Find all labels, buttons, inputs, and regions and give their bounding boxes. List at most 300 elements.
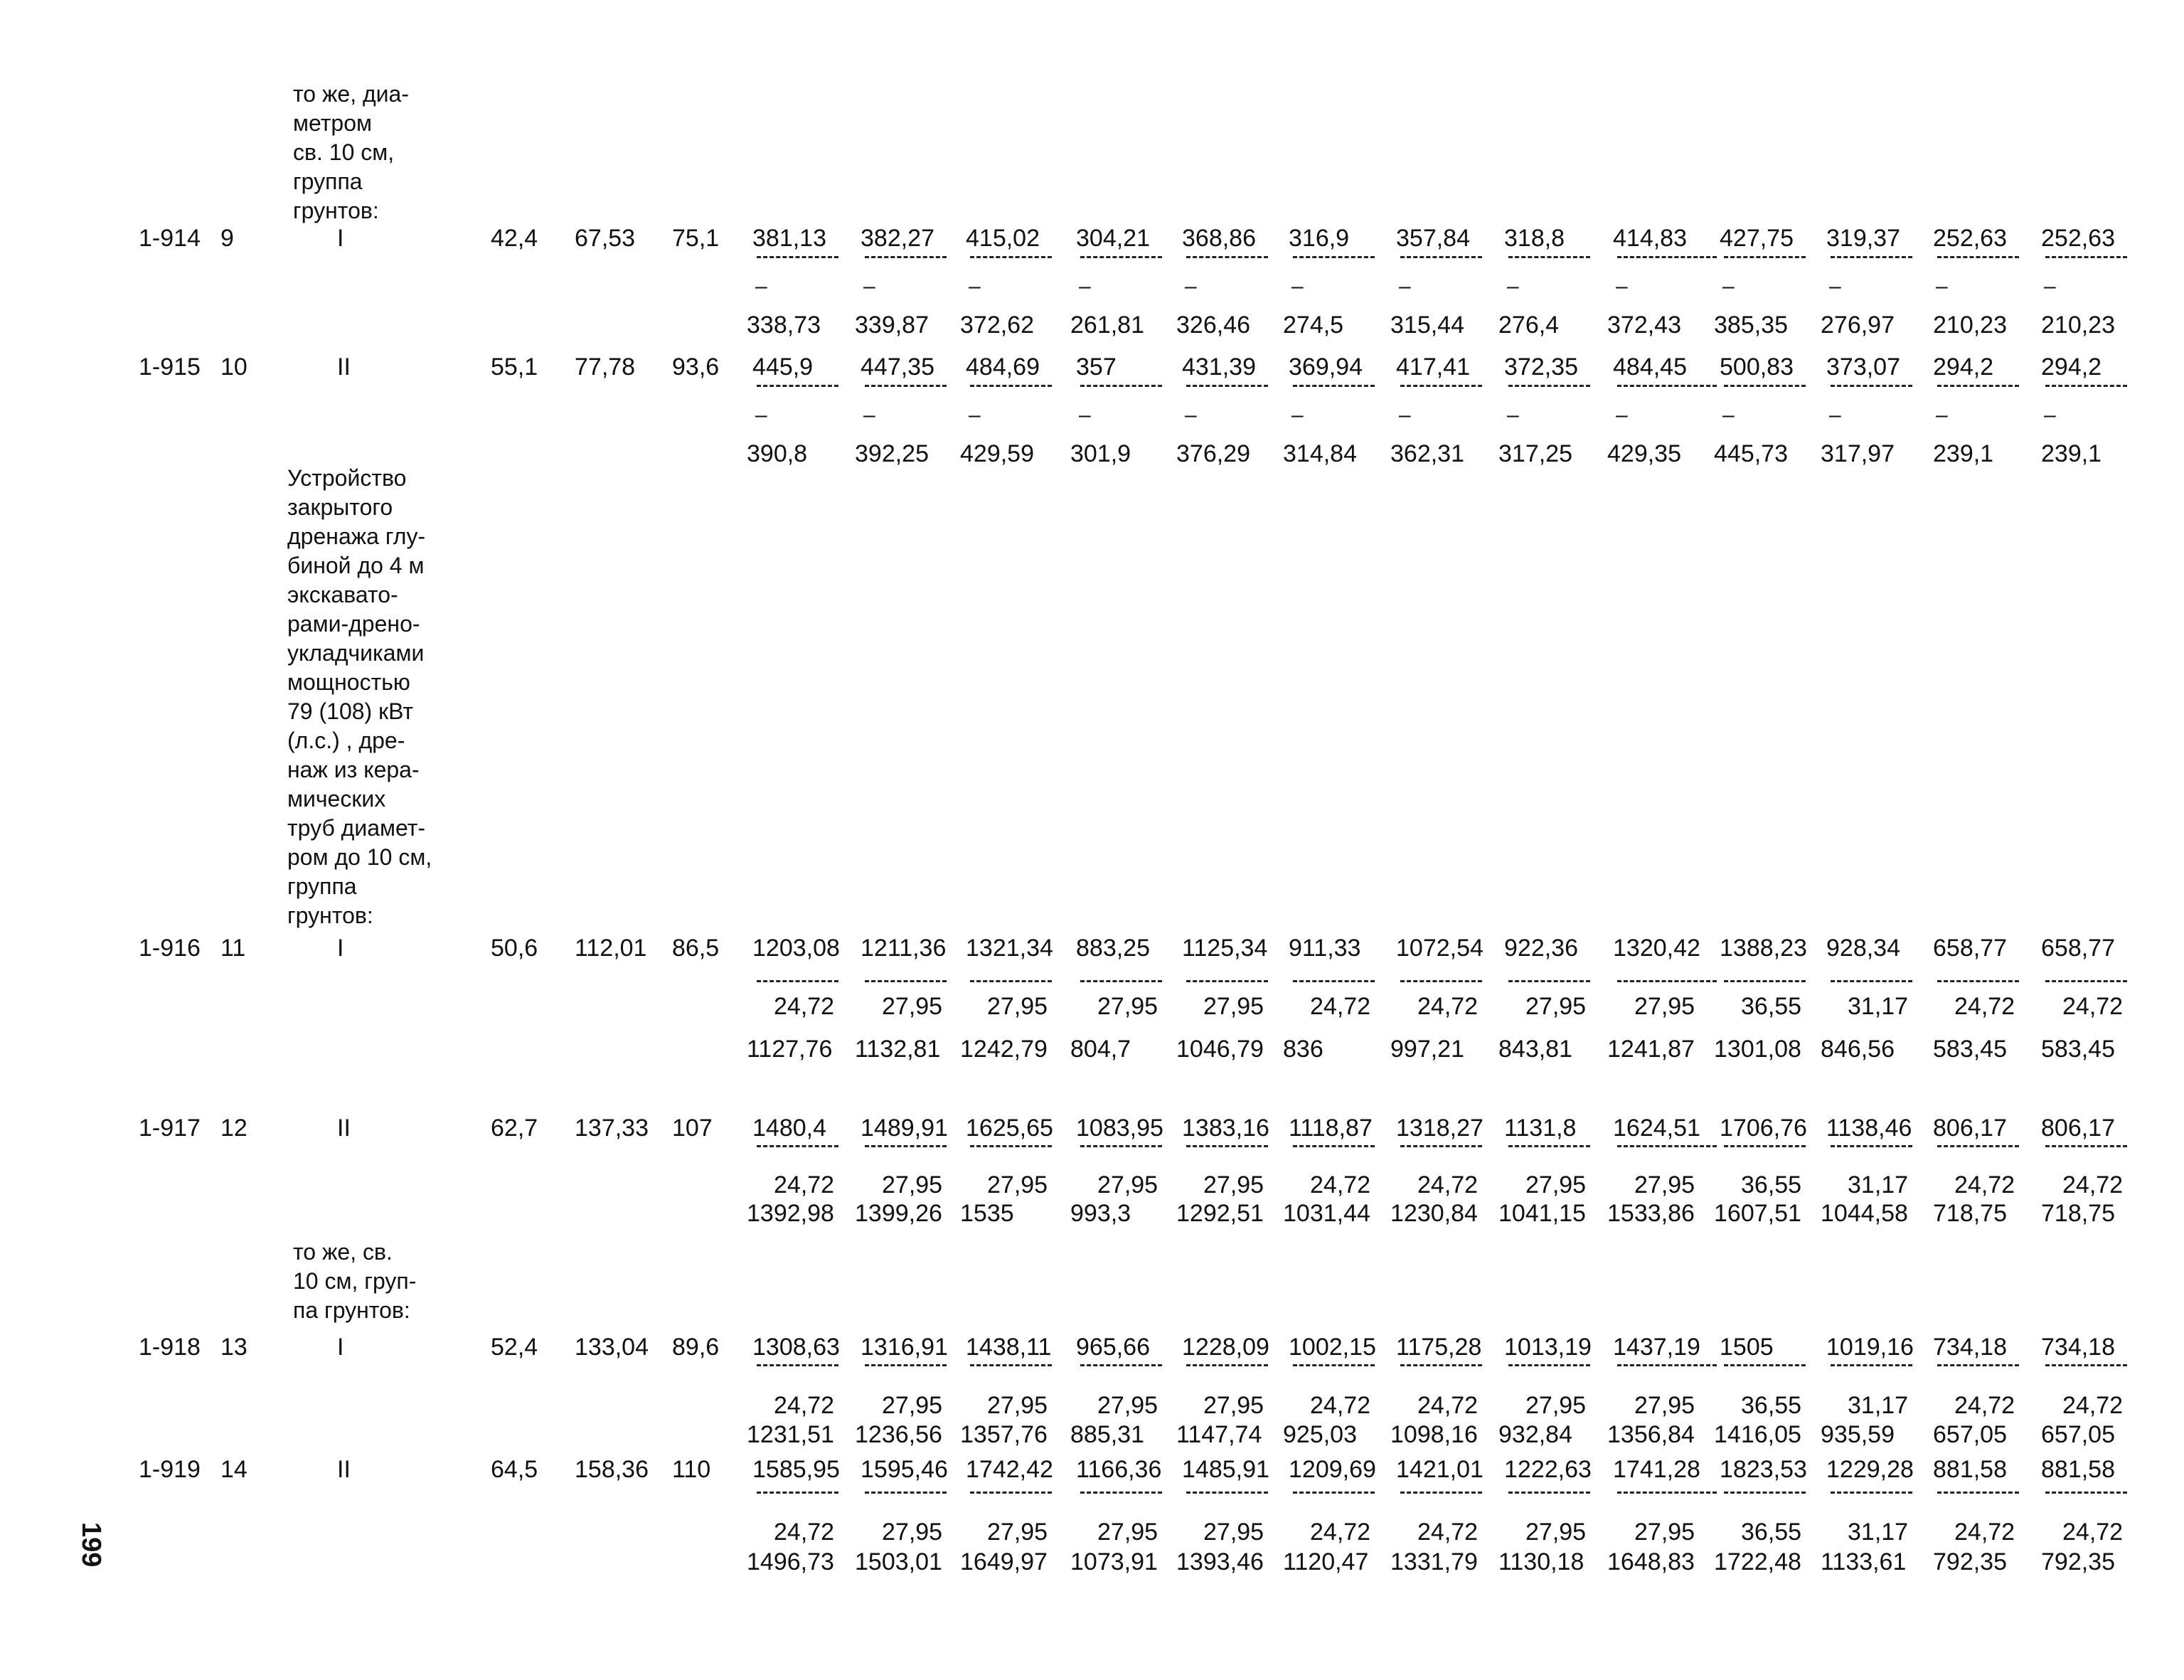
cell-materials: 338,73 xyxy=(747,312,821,339)
cell-c1: 62,7 xyxy=(491,1115,538,1142)
fraction-rule xyxy=(1831,385,1912,387)
cell-materials: 1147,74 xyxy=(1176,1421,1262,1448)
cell-c1: 64,5 xyxy=(491,1456,538,1483)
fraction-rule xyxy=(1508,385,1590,387)
cell-total: 319,37 xyxy=(1826,225,1900,252)
fraction-rule xyxy=(1617,980,1717,982)
cell-total: 1166,36 xyxy=(1076,1456,1162,1483)
cell-materials: 315,44 xyxy=(1390,312,1464,339)
cell-wage: 24,72 xyxy=(2062,1392,2124,1419)
fraction-rule xyxy=(970,1145,1052,1147)
cell-materials: 314,84 xyxy=(1283,440,1357,467)
fraction-rule xyxy=(757,256,838,258)
cell-materials: 792,35 xyxy=(1933,1548,2007,1575)
cell-materials: 1041,15 xyxy=(1498,1200,1586,1227)
cell-materials: 317,25 xyxy=(1498,440,1572,467)
fraction-rule xyxy=(2045,256,2127,258)
cell-c1: 52,4 xyxy=(491,1334,538,1361)
row-number: 12 xyxy=(220,1115,247,1142)
cell-total: 500,83 xyxy=(1720,353,1794,381)
row-code: 1-916 xyxy=(139,935,201,962)
fraction-rule xyxy=(1617,1145,1717,1147)
cell-total: 1321,34 xyxy=(966,935,1053,962)
cell-total: 415,02 xyxy=(966,225,1040,252)
cell-dash: – xyxy=(2044,403,2056,427)
cell-total: 922,36 xyxy=(1504,935,1578,962)
cell-total: 1485,91 xyxy=(1182,1456,1269,1483)
cell-wage: 24,72 xyxy=(1310,1392,1371,1419)
fraction-rule xyxy=(1508,1145,1590,1147)
cell-total: 883,25 xyxy=(1076,935,1150,962)
cell-total: 1388,23 xyxy=(1720,935,1807,962)
fraction-rule xyxy=(1508,980,1590,982)
cell-total: 381,13 xyxy=(752,225,826,252)
cell-dash: – xyxy=(1079,275,1091,298)
cell-wage: 27,95 xyxy=(987,993,1048,1020)
cell-wage: 24,72 xyxy=(1417,993,1479,1020)
fraction-rule xyxy=(865,1145,947,1147)
cell-dash: – xyxy=(1291,275,1304,298)
cell-materials: 932,84 xyxy=(1498,1421,1572,1448)
cell-wage: 36,55 xyxy=(1741,1519,1802,1546)
cell-total: 1229,28 xyxy=(1826,1456,1914,1483)
cell-total: 417,41 xyxy=(1396,353,1470,381)
fraction-rule xyxy=(970,385,1052,387)
cell-total: 252,63 xyxy=(1933,225,2007,252)
cell-materials: 1230,84 xyxy=(1390,1200,1478,1227)
cell-wage: 27,95 xyxy=(1203,1171,1264,1198)
cell-materials: 385,35 xyxy=(1714,312,1788,339)
cell-wage: 24,72 xyxy=(774,1392,835,1419)
cell-c2: 133,04 xyxy=(575,1334,649,1361)
cell-materials: 657,05 xyxy=(1933,1421,2007,1448)
fraction-rule xyxy=(1400,1492,1482,1494)
fraction-rule xyxy=(1937,980,2019,982)
cell-materials: 1399,26 xyxy=(855,1200,942,1227)
cell-total: 1222,63 xyxy=(1504,1456,1592,1483)
fraction-rule xyxy=(1400,256,1482,258)
cell-total: 294,2 xyxy=(1933,353,1994,381)
fraction-rule xyxy=(1080,1364,1162,1366)
cell-wage: 27,95 xyxy=(1203,993,1264,1020)
cell-materials: 885,31 xyxy=(1070,1421,1144,1448)
cell-total: 1118,87 xyxy=(1289,1115,1373,1142)
cell-c3: 86,5 xyxy=(672,935,720,962)
cell-wage: 24,72 xyxy=(1954,993,2015,1020)
cell-c1: 55,1 xyxy=(491,353,538,381)
cell-materials: 1031,44 xyxy=(1283,1200,1370,1227)
cell-total: 1320,42 xyxy=(1613,935,1700,962)
cell-total: 1742,42 xyxy=(966,1456,1053,1483)
fraction-rule xyxy=(1508,1364,1590,1366)
cell-materials: 429,59 xyxy=(960,440,1034,467)
fraction-rule xyxy=(970,1364,1052,1366)
cell-c2: 77,78 xyxy=(575,353,636,381)
cell-c1: 50,6 xyxy=(491,935,538,962)
fraction-rule xyxy=(1186,980,1268,982)
fraction-rule xyxy=(1937,385,2019,387)
soil-group: II xyxy=(337,1456,351,1483)
cell-total: 806,17 xyxy=(2041,1115,2115,1142)
fraction-rule xyxy=(2045,385,2127,387)
cell-dash: – xyxy=(1291,403,1304,427)
fraction-rule xyxy=(1080,385,1162,387)
cell-total: 382,27 xyxy=(861,225,934,252)
cell-dash: – xyxy=(2044,275,2056,298)
cell-materials: 1241,87 xyxy=(1607,1036,1695,1063)
cell-materials: 339,87 xyxy=(855,312,929,339)
cell-materials: 1357,76 xyxy=(960,1421,1048,1448)
fraction-rule xyxy=(1508,1492,1590,1494)
cell-dash: – xyxy=(1185,275,1197,298)
cell-wage: 27,95 xyxy=(882,1392,943,1419)
cell-c3: 89,6 xyxy=(672,1334,720,1361)
soil-group: I xyxy=(337,225,344,252)
cell-total: 1125,34 xyxy=(1182,935,1268,962)
cell-total: 1438,11 xyxy=(966,1334,1052,1361)
fraction-rule xyxy=(1831,1364,1912,1366)
fraction-rule xyxy=(865,1364,947,1366)
cell-total: 252,63 xyxy=(2041,225,2115,252)
row-number: 11 xyxy=(220,935,246,962)
cell-materials: 1649,97 xyxy=(960,1548,1048,1575)
fraction-rule xyxy=(1937,1492,2019,1494)
cell-dash: – xyxy=(863,403,875,427)
cell-dash: – xyxy=(1722,275,1735,298)
fraction-rule xyxy=(1293,1492,1375,1494)
cell-materials: 718,75 xyxy=(2041,1200,2115,1227)
cell-materials: 718,75 xyxy=(1933,1200,2007,1227)
cell-wage: 27,95 xyxy=(1097,1171,1158,1198)
cell-materials: 1392,98 xyxy=(747,1200,834,1227)
cell-total: 357,84 xyxy=(1396,225,1470,252)
cell-materials: 993,3 xyxy=(1070,1200,1131,1227)
cell-total: 1624,51 xyxy=(1613,1115,1700,1142)
fraction-rule xyxy=(1831,1145,1912,1147)
fraction-rule xyxy=(865,256,947,258)
cell-materials: 1242,79 xyxy=(960,1036,1048,1063)
cell-materials: 583,45 xyxy=(1933,1036,2007,1063)
cell-total: 658,77 xyxy=(2041,935,2115,962)
cell-total: 1072,54 xyxy=(1396,935,1483,962)
cell-wage: 27,95 xyxy=(1634,1171,1695,1198)
cell-total: 316,9 xyxy=(1289,225,1350,252)
cell-materials: 1607,51 xyxy=(1714,1200,1801,1227)
row-code: 1-917 xyxy=(139,1115,201,1142)
cell-wage: 24,72 xyxy=(1310,993,1371,1020)
fraction-rule xyxy=(1186,256,1268,258)
cell-total: 1138,46 xyxy=(1826,1115,1912,1142)
cell-total: 1741,28 xyxy=(1613,1456,1700,1483)
cell-total: 911,33 xyxy=(1289,935,1361,962)
cell-dash: – xyxy=(969,403,981,427)
cell-dash: – xyxy=(1936,403,1948,427)
cell-wage: 24,72 xyxy=(1310,1519,1371,1546)
cell-materials: 846,56 xyxy=(1821,1036,1895,1063)
fraction-rule xyxy=(1080,980,1162,982)
fraction-rule xyxy=(2045,980,2127,982)
cell-materials: 1503,01 xyxy=(855,1548,942,1575)
cell-wage: 24,72 xyxy=(2062,1519,2124,1546)
cell-materials: 1331,79 xyxy=(1390,1548,1478,1575)
cell-materials: 276,4 xyxy=(1498,312,1560,339)
cell-wage: 27,95 xyxy=(1097,1519,1158,1546)
fraction-rule xyxy=(2045,1364,2127,1366)
fraction-rule xyxy=(970,980,1052,982)
cell-wage: 24,72 xyxy=(2062,1171,2124,1198)
fraction-rule xyxy=(1186,1145,1268,1147)
cell-total: 1308,63 xyxy=(752,1334,840,1361)
cell-wage: 24,72 xyxy=(1954,1392,2015,1419)
description-same-over-10cm: то же, диа- метром св. 10 см, группа грунтов: xyxy=(293,81,409,223)
fraction-rule xyxy=(1617,1492,1717,1494)
cell-c2: 67,53 xyxy=(575,225,636,252)
fraction-rule xyxy=(757,1492,838,1494)
cell-wage: 27,95 xyxy=(1203,1392,1264,1419)
cell-c3: 93,6 xyxy=(672,353,720,381)
cell-materials: 392,25 xyxy=(855,440,929,467)
cell-wage: 24,72 xyxy=(774,1519,835,1546)
fraction-rule xyxy=(1400,385,1482,387)
cell-wage: 24,72 xyxy=(1417,1519,1479,1546)
cell-wage: 27,95 xyxy=(1634,1519,1695,1546)
cell-materials: 843,81 xyxy=(1498,1036,1572,1063)
cell-materials: 997,21 xyxy=(1390,1036,1464,1063)
cell-total: 369,94 xyxy=(1289,353,1363,381)
cell-materials: 429,35 xyxy=(1607,440,1681,467)
fraction-rule xyxy=(2045,1145,2127,1147)
fraction-rule xyxy=(1400,1364,1482,1366)
cell-materials: 583,45 xyxy=(2041,1036,2115,1063)
cell-materials: 925,03 xyxy=(1283,1421,1357,1448)
cell-dash: – xyxy=(1399,403,1411,427)
cell-total: 1505 xyxy=(1720,1334,1774,1361)
cell-total: 1706,76 xyxy=(1720,1115,1807,1142)
cell-c1: 42,4 xyxy=(491,225,538,252)
cell-wage: 24,72 xyxy=(2062,993,2124,1020)
cell-c3: 75,1 xyxy=(672,225,720,252)
cell-materials: 276,97 xyxy=(1821,312,1895,339)
fraction-rule xyxy=(1293,256,1375,258)
cell-wage: 27,95 xyxy=(1525,1392,1587,1419)
cell-total: 658,77 xyxy=(1933,935,2007,962)
cell-wage: 24,72 xyxy=(1954,1519,2015,1546)
fraction-rule xyxy=(970,256,1052,258)
cell-materials: 657,05 xyxy=(2041,1421,2115,1448)
cell-total: 445,9 xyxy=(752,353,814,381)
cell-materials: 935,59 xyxy=(1821,1421,1895,1448)
cell-total: 447,35 xyxy=(861,353,934,381)
cell-materials: 372,43 xyxy=(1607,312,1681,339)
fraction-rule xyxy=(1080,256,1162,258)
soil-group: I xyxy=(337,1334,344,1361)
description-closed-drain: Устройство закрытого дренажа глу- биной до 4 м экскавато- рами-дрено- укладчиками мощностью 79 (108) кВт (л.с.) , дре- наж из кера- мических труб диамет- ром до 10 см, группа грунтов: xyxy=(287,465,432,928)
cell-wage: 24,72 xyxy=(1417,1392,1479,1419)
cell-wage: 24,72 xyxy=(1954,1171,2015,1198)
cell-total: 881,58 xyxy=(2041,1456,2115,1483)
cell-dash: – xyxy=(755,403,767,427)
fraction-rule xyxy=(1293,1145,1375,1147)
cell-c2: 137,33 xyxy=(575,1115,649,1142)
cell-dash: – xyxy=(969,275,981,298)
cell-wage: 36,55 xyxy=(1741,1392,1802,1419)
cell-dash: – xyxy=(1616,275,1628,298)
cell-total: 357 xyxy=(1076,353,1117,381)
cell-total: 484,45 xyxy=(1613,353,1687,381)
cell-total: 1203,08 xyxy=(752,935,840,962)
fraction-rule xyxy=(1831,256,1912,258)
cell-wage: 27,95 xyxy=(882,1519,943,1546)
cell-materials: 362,31 xyxy=(1390,440,1464,467)
cell-total: 373,07 xyxy=(1826,353,1900,381)
cell-materials: 836 xyxy=(1283,1036,1323,1063)
cell-materials: 1133,61 xyxy=(1821,1548,1907,1575)
cell-total: 1013,19 xyxy=(1504,1334,1592,1361)
fraction-rule xyxy=(757,1364,838,1366)
fraction-rule xyxy=(865,385,947,387)
fraction-rule xyxy=(865,1492,947,1494)
cell-wage: 36,55 xyxy=(1741,1171,1802,1198)
fraction-rule xyxy=(1293,980,1375,982)
cell-total: 1318,27 xyxy=(1396,1115,1483,1142)
cell-materials: 1046,79 xyxy=(1176,1036,1264,1063)
fraction-rule xyxy=(1293,385,1375,387)
cell-total: 1823,53 xyxy=(1720,1456,1807,1483)
cell-wage: 24,72 xyxy=(774,993,835,1020)
cell-total: 1437,19 xyxy=(1613,1334,1700,1361)
cell-total: 1019,16 xyxy=(1826,1334,1914,1361)
cell-total: 1585,95 xyxy=(752,1456,840,1483)
cell-materials: 372,62 xyxy=(960,312,1034,339)
soil-group: II xyxy=(337,353,351,381)
fraction-rule xyxy=(1617,385,1717,387)
fraction-rule xyxy=(1831,980,1912,982)
cell-total: 1228,09 xyxy=(1182,1334,1269,1361)
cell-c2: 158,36 xyxy=(575,1456,649,1483)
cell-dash: – xyxy=(1936,275,1948,298)
fraction-rule xyxy=(1724,1364,1806,1366)
cell-wage: 27,95 xyxy=(987,1519,1048,1546)
cell-materials: 1416,05 xyxy=(1714,1421,1801,1448)
cell-c2: 112,01 xyxy=(575,935,647,962)
fraction-rule xyxy=(2045,1492,2127,1494)
cell-materials: 792,35 xyxy=(2041,1548,2115,1575)
cell-wage: 36,55 xyxy=(1741,993,1802,1020)
cell-total: 1083,95 xyxy=(1076,1115,1163,1142)
cell-materials: 239,1 xyxy=(1933,440,1994,467)
row-number: 9 xyxy=(220,225,234,252)
fraction-rule xyxy=(865,980,947,982)
cell-total: 318,8 xyxy=(1504,225,1565,252)
cell-materials: 1098,16 xyxy=(1390,1421,1478,1448)
fraction-rule xyxy=(1937,256,2019,258)
fraction-rule xyxy=(970,1492,1052,1494)
row-number: 10 xyxy=(220,353,247,381)
cell-total: 1625,65 xyxy=(966,1115,1053,1142)
cell-materials: 317,97 xyxy=(1821,440,1895,467)
cell-total: 304,21 xyxy=(1076,225,1150,252)
cell-materials: 274,5 xyxy=(1283,312,1344,339)
cell-total: 368,86 xyxy=(1182,225,1256,252)
cell-total: 881,58 xyxy=(1933,1456,2007,1483)
cell-materials: 326,46 xyxy=(1176,312,1250,339)
cell-materials: 1130,18 xyxy=(1498,1548,1584,1575)
row-code: 1-915 xyxy=(139,353,201,381)
fraction-rule xyxy=(1080,1145,1162,1147)
cell-materials: 261,81 xyxy=(1070,312,1144,339)
fraction-rule xyxy=(1724,256,1806,258)
fraction-rule xyxy=(1617,1364,1717,1366)
cell-materials: 445,73 xyxy=(1714,440,1788,467)
cell-materials: 1231,51 xyxy=(747,1421,834,1448)
cell-wage: 27,95 xyxy=(1525,1519,1587,1546)
cell-dash: – xyxy=(1507,403,1519,427)
fraction-rule xyxy=(757,980,838,982)
fraction-rule xyxy=(1293,1364,1375,1366)
cell-total: 1175,28 xyxy=(1396,1334,1482,1361)
cell-dash: – xyxy=(1079,403,1091,427)
description-same-over-10cm-short: то же, св. 10 см, груп- па грунтов: xyxy=(293,1239,417,1323)
cell-wage: 24,72 xyxy=(1417,1171,1479,1198)
cell-wage: 27,95 xyxy=(987,1171,1048,1198)
cell-total: 294,2 xyxy=(2041,353,2102,381)
cell-dash: – xyxy=(1185,403,1197,427)
cell-total: 965,66 xyxy=(1076,1334,1150,1361)
cell-wage: 31,17 xyxy=(1848,1519,1909,1546)
fraction-rule xyxy=(1831,1492,1912,1494)
cell-dash: – xyxy=(1507,275,1519,298)
cell-wage: 27,95 xyxy=(1634,1392,1695,1419)
cell-wage: 27,95 xyxy=(987,1392,1048,1419)
cell-materials: 1722,48 xyxy=(1714,1548,1801,1575)
cell-total: 806,17 xyxy=(1933,1115,2007,1142)
cell-wage: 27,95 xyxy=(1525,993,1587,1020)
fraction-rule xyxy=(1186,385,1268,387)
cell-dash: – xyxy=(1829,275,1841,298)
fraction-rule xyxy=(757,385,838,387)
cell-materials: 1648,83 xyxy=(1607,1548,1695,1575)
cell-total: 1316,91 xyxy=(861,1334,948,1361)
cell-wage: 31,17 xyxy=(1848,1171,1909,1198)
cell-total: 1489,91 xyxy=(861,1115,948,1142)
page-number: 199 xyxy=(76,1522,106,1568)
fraction-rule xyxy=(1937,1364,2019,1366)
fraction-rule xyxy=(1186,1364,1268,1366)
fraction-rule xyxy=(1508,256,1590,258)
cell-total: 1131,8 xyxy=(1504,1115,1577,1142)
cell-total: 734,18 xyxy=(1933,1334,2007,1361)
cell-materials: 1393,46 xyxy=(1176,1548,1264,1575)
row-number: 13 xyxy=(220,1334,247,1361)
cell-total: 431,39 xyxy=(1182,353,1256,381)
cell-total: 734,18 xyxy=(2041,1334,2115,1361)
cell-total: 928,34 xyxy=(1826,935,1900,962)
cell-total: 484,69 xyxy=(966,353,1040,381)
cell-total: 427,75 xyxy=(1720,225,1794,252)
cell-total: 1209,69 xyxy=(1289,1456,1376,1483)
row-code: 1-914 xyxy=(139,225,201,252)
cell-dash: – xyxy=(863,275,875,298)
cell-total: 372,35 xyxy=(1504,353,1578,381)
cell-dash: – xyxy=(1616,403,1628,427)
cell-materials: 376,29 xyxy=(1176,440,1250,467)
cell-materials: 1356,84 xyxy=(1607,1421,1695,1448)
cell-materials: 210,23 xyxy=(2041,312,2115,339)
row-code: 1-919 xyxy=(139,1456,201,1483)
soil-group: II xyxy=(337,1115,351,1142)
cell-dash: – xyxy=(755,275,767,298)
fraction-rule xyxy=(1724,980,1806,982)
